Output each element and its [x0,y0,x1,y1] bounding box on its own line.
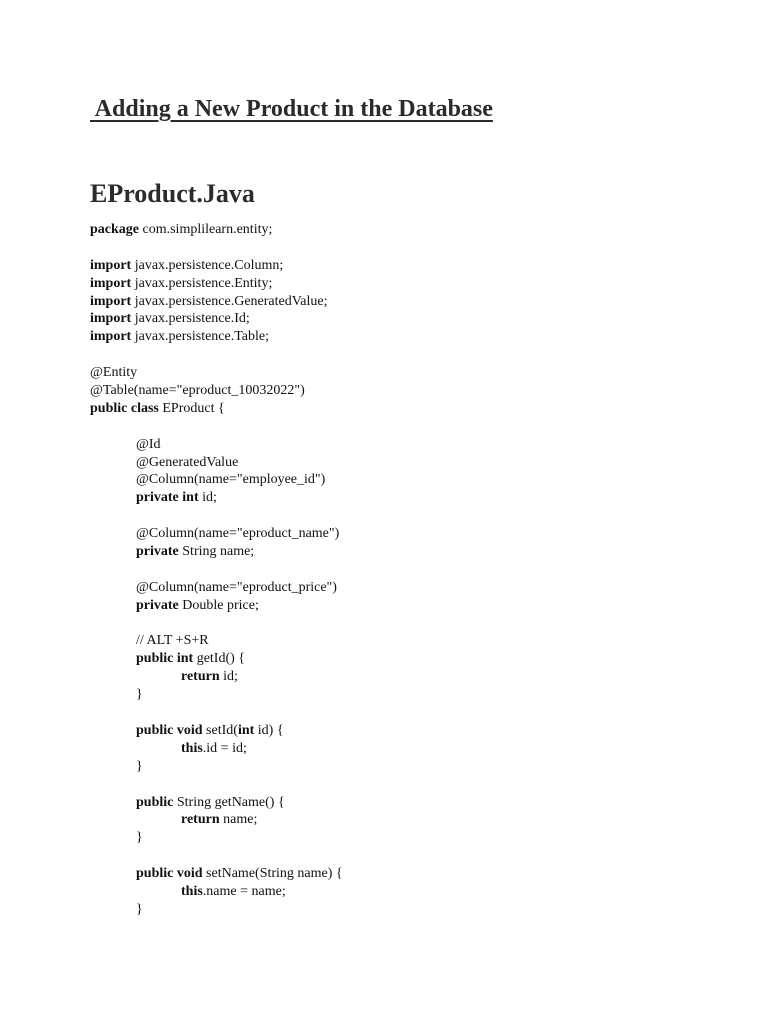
keyword: public [136,722,174,738]
code-line-assignment [90,740,750,758]
blank-line [90,704,750,722]
keyword: import [90,257,132,273]
code-line-return [90,811,750,829]
keyword: return [181,812,220,828]
code-text: id; [198,490,217,506]
code-line-import [90,257,750,275]
blank-line [90,615,750,633]
code-text: javax.persistence.Entity; [131,275,273,291]
code-text: setName(String name) { [202,866,343,882]
keyword: private [136,490,179,506]
code-block [90,221,750,919]
keyword: public [136,794,174,810]
keyword: this [181,740,203,756]
code-line-close-brace: } [136,901,143,917]
keyword: this [181,883,203,899]
keyword: private [136,597,179,613]
code-text: name; [219,812,258,828]
keyword: int [182,490,199,506]
keyword: public [136,651,174,667]
code-text: String getName() { [173,794,285,810]
keyword: import [90,293,132,309]
code-line-field [90,543,750,561]
code-text: .id = id; [202,740,247,756]
keyword: import [90,311,132,327]
keyword: void [176,722,203,738]
blank-line [90,561,750,579]
code-text: String name; [178,544,255,560]
code-line-comment: // ALT +S+R [136,633,209,649]
code-line-method-setid [90,722,750,740]
keyword: private [136,544,179,560]
code-line-annotation: @GeneratedValue [136,454,239,470]
code-text: javax.persistence.Id; [131,311,250,327]
keyword: public [90,400,128,416]
code-line-field [90,597,750,615]
code-line-close-brace: } [136,687,143,703]
file-title: EProduct.Java [90,179,255,208]
code-text: javax.persistence.Table; [131,329,270,345]
code-text: id; [219,669,238,685]
code-text: Double price; [178,597,259,613]
blank-line [90,239,750,257]
code-line-import [90,328,750,346]
code-line-import [90,310,750,328]
code-line-close-brace: } [136,830,143,846]
code-line-annotation: @Column(name="eproduct_price") [136,579,337,595]
code-line-annotation: @Id [136,436,161,452]
page-heading: Adding a New Product in the Database [90,96,493,122]
code-text: id) { [254,722,284,738]
code-line-field [90,489,750,507]
code-line-assignment [90,883,750,901]
keyword: import [90,329,132,345]
keyword: return [181,669,220,685]
code-line-import [90,275,750,293]
keyword: class [130,400,159,416]
keyword: int [176,651,194,667]
keyword: package [90,222,139,237]
code-line-method-getid [90,650,750,668]
blank-line [90,507,750,525]
code-line-package [90,221,750,239]
blank-line [90,418,750,436]
code-line-close-brace: } [136,758,143,774]
code-line-annotation: @Column(name="eproduct_name") [136,526,340,542]
code-text: .name = name; [202,883,286,899]
blank-line [90,346,750,364]
code-text: getId() { [193,651,246,667]
code-line-method-getname [90,794,750,812]
code-text: javax.persistence.Column; [131,257,284,273]
code-line-import [90,293,750,311]
blank-line [90,776,750,794]
keyword: int [237,722,255,738]
code-line-method-setname [90,865,750,883]
code-line-return [90,668,750,686]
keyword: void [176,866,203,882]
blank-line [90,847,750,865]
code-line-annotation: @Table(name="eproduct_10032022") [90,383,305,399]
code-text: javax.persistence.GeneratedValue; [131,293,328,309]
code-text: EProduct { [158,400,225,416]
code-text: setId( [202,722,238,738]
code-text: com.simplilearn.entity; [139,222,273,237]
code-line-annotation: @Column(name="employee_id") [136,472,326,488]
code-line-annotation: @Entity [90,365,138,381]
keyword: public [136,866,174,882]
code-line-class-declaration [90,400,750,418]
keyword: import [90,275,132,291]
